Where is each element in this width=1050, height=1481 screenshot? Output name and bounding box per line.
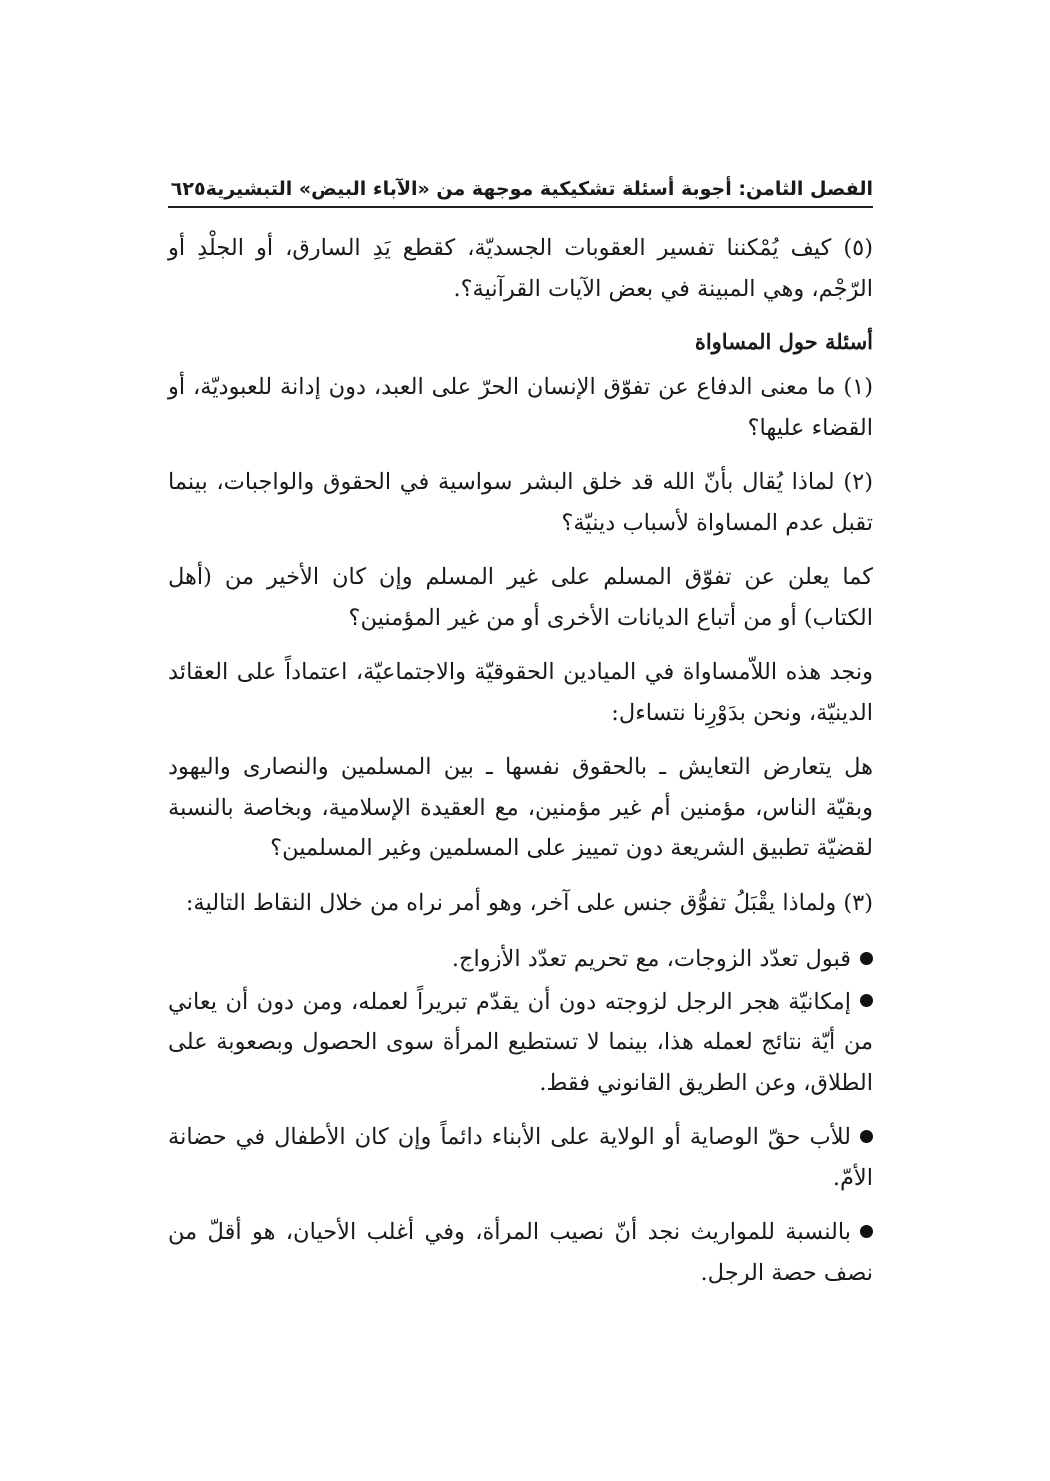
paragraph-equality-1: (١) ما معنى الدفاع عن تفوّق الإنسان الحرّ على العبد، دون إدانة للعبوديّة، أو القضاء عليها؟ [168,374,873,441]
paragraph-superiority: كما يعلن عن تفوّق المسلم على غير المسلم وإن كان الأخير من (أهل الكتاب) أو من أتباع الديانات الأخرى أو من غير المؤمنين؟ [168,564,873,631]
bullet-icon [860,1225,873,1238]
list-item-text: إمكانيّة هجر الرجل لزوجته دون أن يقدّم تبريراً لعمله، ومن دون أن يعاني من أيّة نتائج لعمله هذا، بينما لا تستطيع المرأة سوى الحصول وبصعوبة على الطلاق، وعن الطريق القانوني فقط. [168,988,873,1096]
section-heading-equality: أسئلة حول المساواة [694,329,873,354]
chapter-title: الفصل الثامن: أجوبة أسئلة تشكيكية موجهة من «الآباء البيض» التبشيرية [205,178,873,200]
paragraph-equality-3: (٣) ولماذا يقْبَلُ تفوُّق جنس على آخر، وهو أمر نراه من خلال النقاط التالية: [185,889,873,916]
bullet-icon [860,952,873,965]
running-header [168,166,873,208]
list-item [168,939,873,980]
page-number: ٦٢٥ [170,178,206,200]
body-text [168,228,873,1307]
bullet-list [168,939,873,1293]
paragraph-question-5: (٥) كيف يُمْكننا تفسير العقوبات الجسديّة، كقطع يَدِ السارق، أو الجلْدِ أو الرّجْم، وهي المبينة في بعض الآيات القرآنية؟. [168,235,873,302]
list-item-text: قبول تعدّد الزوجات، مع تحريم تعدّد الأزواج. [451,946,851,972]
list-item-text: بالنسبة للمواريث نجد أنّ نصيب المرأة، وفي أغلب الأحيان، هو أقلّ من نصف حصة الرجل. [168,1219,873,1286]
list-item [168,1212,873,1293]
list-item [168,982,873,1104]
paragraph-coexistence: هل يتعارض التعايش ـ بالحقوق نفسها ـ بين المسلمين والنصارى واليهود وبقيّة الناس، مؤمنين أم غير مؤمنين، مع العقيدة الإسلامية، وبخاصة بالنسبة لقضيّة تطبيق الشريعة دون تمييز على المسلمين وغير المسلمين؟ [168,754,873,861]
list-item [168,1117,873,1198]
bullet-icon [860,994,873,1007]
paragraph-equality-2: (٢) لماذا يُقال بأنّ الله قد خلق البشر سواسية في الحقوق والواجبات، بينما تقبل عدم المساواة لأسباب دينيّة؟ [168,469,873,536]
paragraph-inequality: ونجد هذه اللاّمساواة في الميادين الحقوقيّة والاجتماعيّة، اعتماداً على العقائد الدينيّة، ونحن بدَوْرِنا نتساءل: [168,659,873,726]
list-item-text: للأب حقّ الوصاية أو الولاية على الأبناء دائماً وإن كان الأطفال في حضانة الأمّ. [168,1124,873,1191]
bullet-icon [860,1130,873,1143]
